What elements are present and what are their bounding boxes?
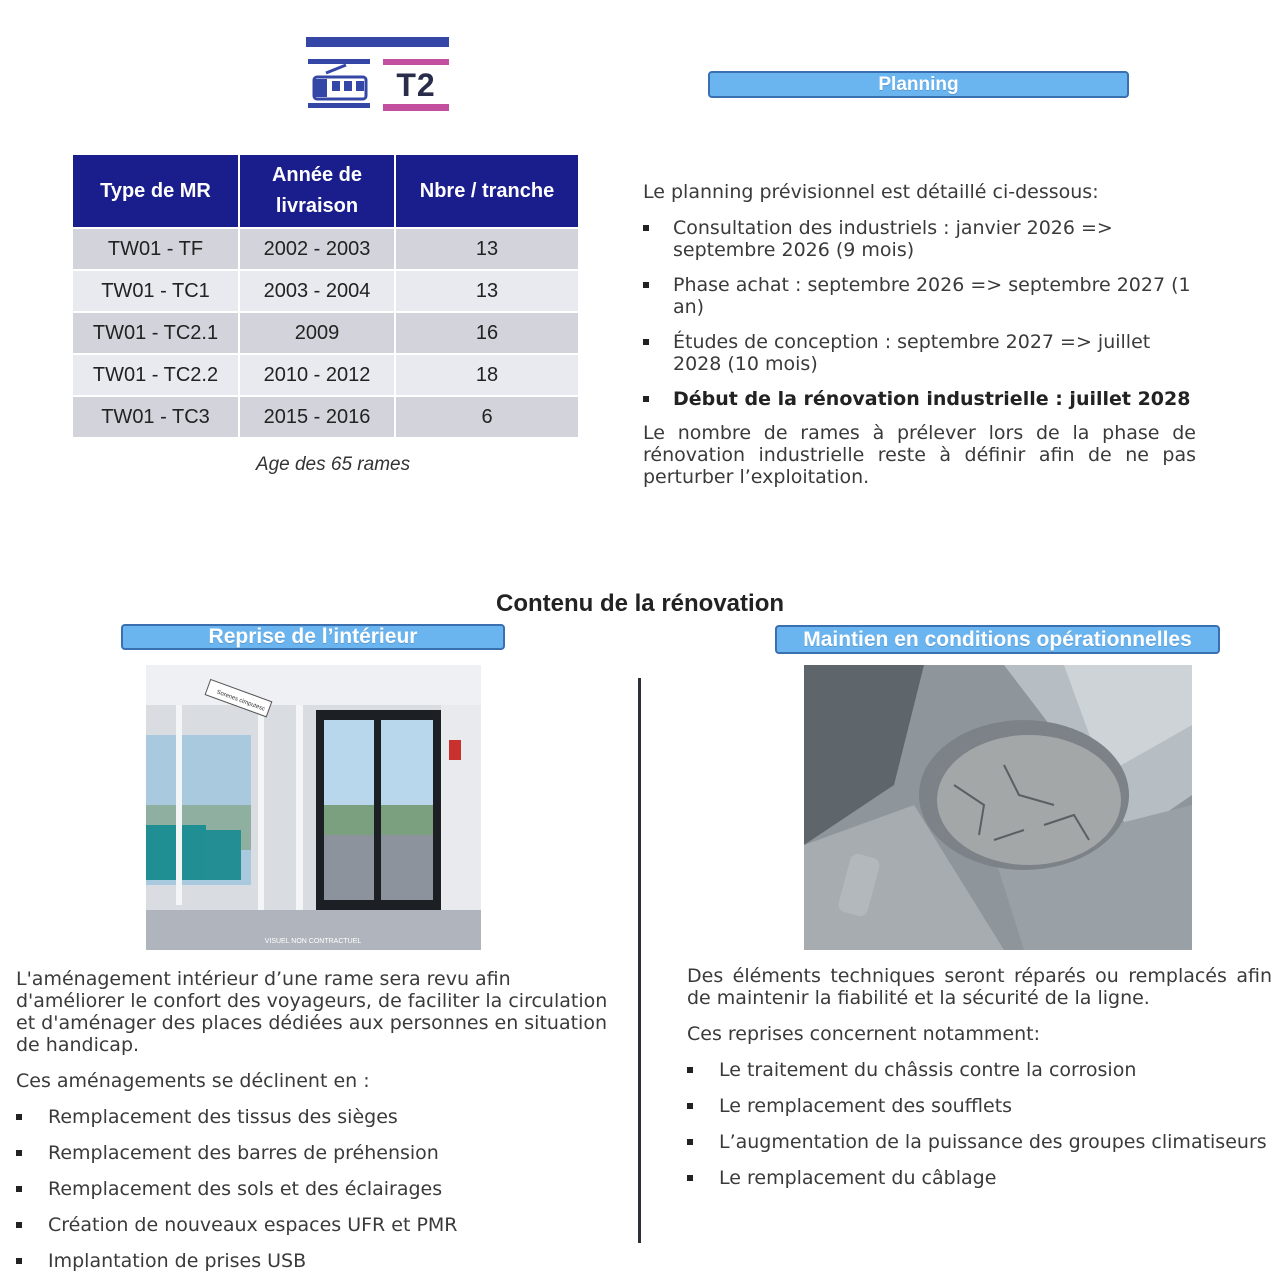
table-row: [73, 312, 578, 354]
bullet-icon: [687, 1139, 693, 1145]
list-item-text: Remplacement des barres de préhension: [48, 1142, 439, 1164]
list-item-text: Phase achat : septembre 2026 => septembre 2027 (1 an): [673, 274, 1191, 318]
column-divider: [638, 678, 641, 1243]
maintenance-list: [687, 1059, 1272, 1189]
list-item-text: Le remplacement du câblage: [719, 1167, 997, 1189]
bullet-icon: [643, 282, 649, 288]
table-cell: 13: [395, 270, 578, 312]
table-cell: TW01 - TC3: [73, 396, 239, 437]
list-item-text: Le remplacement des soufflets: [719, 1095, 1013, 1117]
list-item: [687, 1095, 1272, 1117]
renovation-title: Contenu de la rénovation: [495, 590, 785, 617]
table-cell: 2009: [239, 312, 395, 354]
list-item: [16, 1142, 610, 1164]
planning-intro: Le planning prévisionnel est détaillé ci-dessous:: [643, 181, 1099, 203]
list-item: [16, 1214, 610, 1236]
logo-pink-bottom: [383, 104, 449, 111]
maintenance-list-intro: Ces reprises concernent notamment:: [687, 1023, 1041, 1045]
bullet-icon: [643, 339, 649, 345]
interior-photo: [146, 665, 481, 950]
interior-body: [16, 968, 610, 1272]
table-caption: Age des 65 rames: [255, 454, 411, 475]
table-cell: TW01 - TC2.2: [73, 354, 239, 396]
list-item: [687, 1167, 1272, 1189]
interior-header: Reprise de l’intérieur: [121, 624, 505, 650]
line-label: T2: [396, 67, 436, 103]
table-cell: TW01 - TC1: [73, 270, 239, 312]
list-item: [643, 217, 1196, 261]
list-item: [687, 1059, 1272, 1081]
maintenance-photo: [804, 665, 1192, 950]
table-row: [73, 354, 578, 396]
planning-body: [643, 181, 1196, 488]
column-header: Type de MR: [73, 155, 239, 228]
table-row: [73, 228, 578, 270]
table-cell: 18: [395, 354, 578, 396]
list-item-text: Le traitement du châssis contre la corrosion: [719, 1059, 1137, 1081]
table-row: [73, 396, 578, 437]
maintenance-header: Maintien en conditions opérationnelles: [775, 625, 1220, 654]
list-item-text: Études de conception : septembre 2027 => juillet 2028 (10 mois): [673, 331, 1151, 375]
list-item: [16, 1178, 610, 1200]
planning-list: [643, 217, 1196, 410]
photo-caption: VISUEL NON CONTRACTUEL: [264, 938, 362, 945]
table-cell: TW01 - TF: [73, 228, 239, 270]
bullet-icon: [16, 1114, 22, 1120]
bullet-icon: [643, 225, 649, 231]
list-item: [643, 274, 1196, 318]
list-item-text: Début de la rénovation industrielle : juillet 2028: [673, 388, 1191, 410]
planning-header: Planning: [708, 71, 1129, 98]
bullet-icon: [16, 1186, 22, 1192]
table-cell: 2003 - 2004: [239, 270, 395, 312]
list-item: [643, 388, 1196, 410]
maintenance-body: [687, 965, 1272, 1189]
fleet-table: [73, 155, 578, 437]
list-item-text: Remplacement des tissus des sièges: [48, 1106, 398, 1128]
table-row: [73, 270, 578, 312]
bullet-icon: [687, 1175, 693, 1181]
interior-intro: L'aménagement intérieur d’une rame sera revu afin d'améliorer le confort des voyageurs, de faciliter la circulation et d'aménager des places dédiées aux personnes en situation de handicap.: [16, 968, 608, 1056]
bullet-icon: [16, 1150, 22, 1156]
list-item: [643, 331, 1196, 375]
list-item: [16, 1250, 610, 1272]
table-cell: 13: [395, 228, 578, 270]
logo-top-bar: [306, 37, 449, 47]
list-item-text: Création de nouveaux espaces UFR et PMR: [48, 1214, 458, 1236]
tram-icon: [306, 59, 372, 111]
list-item-text: L’augmentation de la puissance des groupes climatiseurs: [719, 1131, 1267, 1153]
list-item-text: Remplacement des sols et des éclairages: [48, 1178, 443, 1200]
bullet-icon: [687, 1067, 693, 1073]
line-logo: [306, 37, 449, 113]
maintenance-intro: Des éléments techniques seront réparés ou remplacés afin de maintenir la fiabilité et la sécurité de la ligne.: [687, 965, 1272, 1009]
table-cell: 16: [395, 312, 578, 354]
table-cell: 2010 - 2012: [239, 354, 395, 396]
bullet-icon: [16, 1222, 22, 1228]
column-header: Année de livraison: [239, 155, 395, 228]
table-cell: 2015 - 2016: [239, 396, 395, 437]
list-item: [687, 1131, 1272, 1153]
planning-note: Le nombre de rames à prélever lors de la phase de rénovation industrielle reste à définir afin de ne pas perturber l’exploitation.: [643, 422, 1196, 488]
table-header-row: [73, 155, 578, 228]
table-cell: 2002 - 2003: [239, 228, 395, 270]
list-item: [16, 1106, 610, 1128]
list-item-text: Implantation de prises USB: [48, 1250, 307, 1272]
list-item-text: Consultation des industriels : janvier 2026 => septembre 2026 (9 mois): [673, 217, 1113, 261]
photo-sign-text: Sorenes cimputesc: [215, 689, 266, 713]
interior-list-intro: Ces aménagements se déclinent en :: [16, 1070, 370, 1092]
column-header: Nbre / tranche: [395, 155, 578, 228]
table-cell: TW01 - TC2.1: [73, 312, 239, 354]
interior-list: [16, 1106, 610, 1272]
bullet-icon: [16, 1258, 22, 1264]
table-cell: 6: [395, 396, 578, 437]
bullet-icon: [687, 1103, 693, 1109]
bullet-icon: [643, 396, 649, 402]
